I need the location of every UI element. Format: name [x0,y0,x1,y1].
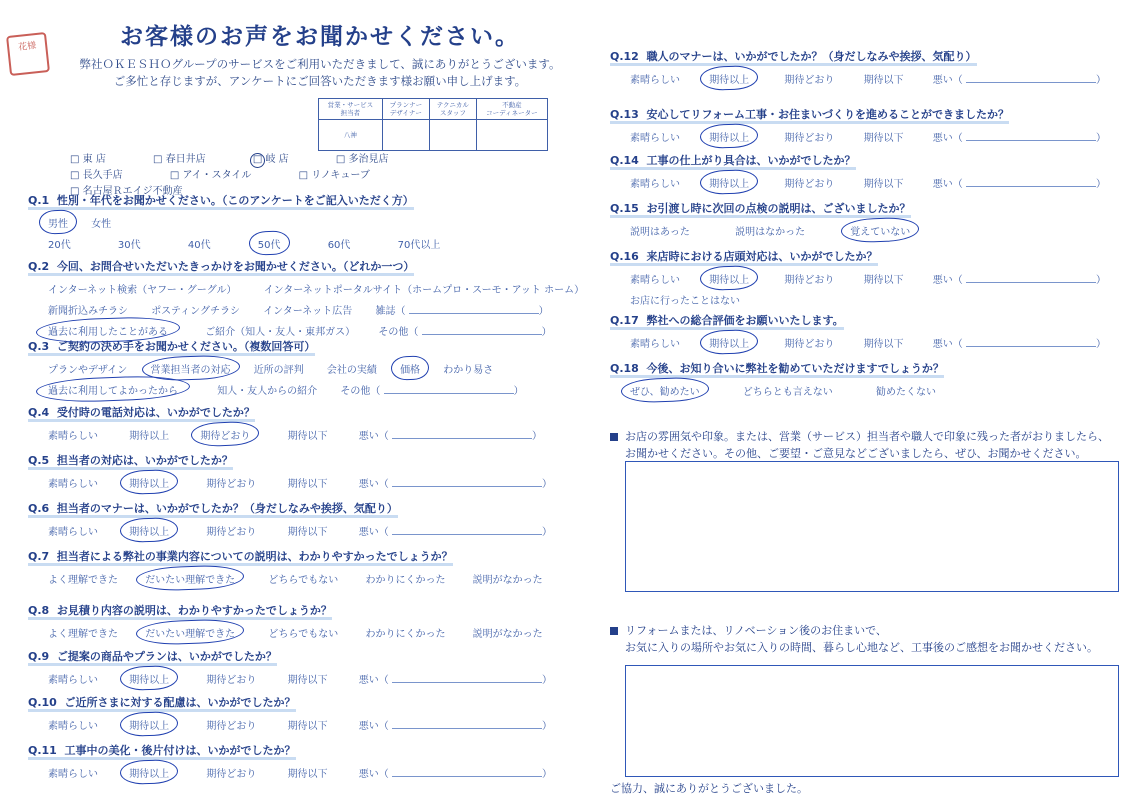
q14-option-below[interactable]: 期待以下 [863,179,904,190]
shop-option-5[interactable]: □ アイ・スタイル [169,170,252,181]
staff-table [318,98,548,151]
lead-paragraph [40,56,600,90]
q9-option-below[interactable]: 期待以下 [287,675,328,686]
q3-option-plan[interactable]: プランやデザイン [48,365,128,376]
q6-option-above[interactable]: 期待以上 [129,523,169,538]
staff-table-value-3[interactable] [476,120,547,151]
q17-bad-close: ） [1095,339,1106,350]
q16-option-above[interactable]: 期待以上 [709,271,749,286]
question-q14 [610,152,1106,190]
q13-bad-close: ） [1095,133,1106,144]
question-q1-row-0 [48,215,460,230]
q11-option-above[interactable]: 期待以上 [129,765,169,780]
question-q12-options [630,71,1106,86]
q13-option-bad[interactable]: 悪い（ [932,133,963,144]
q17-option-above[interactable]: 期待以上 [709,335,749,350]
question-q15 [610,200,930,238]
free-text-prompt-1-line-2: お聞かせください。その他、ご要望・ご意見などございましたら、ぜひ、お聞かせください。 [625,447,1087,460]
q2-option-repeat[interactable]: 過去に利用したことがある [48,323,168,338]
shop-option-2[interactable]: □ 岐 店 [253,154,311,165]
q16-option-bad[interactable]: 悪い（ [932,275,963,286]
q10-option-asexpected[interactable]: 期待どおり [206,721,257,732]
free-text-prompt-1 [610,428,1110,462]
q1-age-60[interactable]: 60代 [327,240,351,251]
staff-table-header-2: テクニカル スタッフ [429,99,476,120]
q2-option-newspaper[interactable]: 新聞折込みチラシ [48,306,128,317]
question-q1-row-1 [48,236,460,251]
page-title: お客様のお声をお聞かせください。 [120,24,520,50]
question-q2-row-1 [48,302,604,317]
question-q1-heading: Q.1 性別・年代をお聞かせください。（このアンケートをご記入いただく方） [28,192,414,208]
q2-option-referral[interactable]: ご紹介（知人・友人・東邦ガス） [205,327,356,338]
question-q11 [28,742,552,780]
q2-option-magazine[interactable]: 雑誌（ [375,306,406,317]
q12-option-asexpected[interactable]: 期待どおり [784,75,835,86]
q2-option-portal[interactable]: インターネットポータルサイト（ホームプロ・スーモ・アット ホーム） [263,285,585,296]
q1-option-female[interactable]: 女性 [91,219,112,230]
question-q3-row-0 [48,361,524,376]
q4-option-asexpected[interactable]: 期待どおり [200,427,250,442]
question-q13 [610,106,1106,144]
question-q6-options [48,523,552,538]
question-q13-heading: Q.13 安心してリフォーム工事・お住まいづくりを進めることができましたか？ [610,106,1009,122]
q8-option-mostly[interactable]: だいたい理解できた [145,625,235,640]
question-q1 [28,192,460,251]
q17-option-asexpected[interactable]: 期待どおり [784,339,835,350]
q1-age-30[interactable]: 30代 [117,240,141,251]
q18-option-neutral[interactable]: どちらとも言えない [742,387,833,398]
q2-option-netad[interactable]: インターネット広告 [263,306,353,317]
q2-magazine-close: ） [538,306,549,317]
question-q8-options [48,625,563,640]
q14-option-bad[interactable]: 悪い（ [932,179,963,190]
q6-option-excellent[interactable]: 素晴らしい [48,527,98,538]
question-q2-heading: Q.2 今回、お問合せいただいたきっかけをお聞かせください。（どれか一つ） [28,258,414,274]
question-q18 [610,360,956,398]
question-q13-options [630,129,1106,144]
q10-option-above[interactable]: 期待以上 [129,717,169,732]
question-q18-heading: Q.18 今後、お知り合いに弊社を勧めていただけますでしょうか？ [610,360,944,376]
q12-option-above[interactable]: 期待以上 [709,71,749,86]
q12-option-bad[interactable]: 悪い（ [932,75,963,86]
q3-other-close: ） [513,386,524,397]
free-text-prompt-2-line-1: リフォームまたは、リノベーション後のお住まいで、 [625,624,887,637]
q2-other-close: ） [541,327,552,338]
q18-option-recommend[interactable]: ぜひ、勧めたい [630,383,700,398]
q10-option-bad[interactable]: 悪い（ [358,721,389,732]
q1-option-male[interactable]: 男性 [48,215,68,230]
lead-line-2: ご多忙と存じますが、アンケートにご回答いただきます様お願い申し上げます。 [113,74,527,88]
question-q5-heading: Q.5 担当者の対応は、いかがでしたか？ [28,452,233,468]
question-q12 [610,48,1106,86]
question-q12-heading: Q.12 職人のマナーは、いかがでしたか？（身だしなみや挨拶、気配り） [610,48,977,64]
shop-option-0[interactable]: □ 東 店 [70,154,106,165]
q3-option-record[interactable]: 会社の実績 [326,365,377,376]
q12-option-excellent[interactable]: 素晴らしい [630,75,680,86]
staff-table-header-0: 営業・サービス 担当者 [319,99,383,120]
q14-option-asexpected[interactable]: 期待どおり [784,179,835,190]
q3-option-sales[interactable]: 営業担当者の対応 [151,361,231,376]
q13-option-above[interactable]: 期待以上 [709,129,749,144]
question-q15-heading: Q.15 お引渡し時に次回の点検の説明は、ございましたか？ [610,200,911,216]
shop-option-1[interactable]: □ 春日井店 [153,154,206,165]
q2-option-posting[interactable]: ポスティングチラシ [151,306,240,317]
q3-option-clarity[interactable]: わかり易さ [443,365,494,376]
q16-option-asexpected[interactable]: 期待どおり [784,275,835,286]
q12-option-below[interactable]: 期待以下 [863,75,904,86]
question-q5-options [48,475,552,490]
closing-note-text: ご協力、誠にありがとうございました。 [610,782,808,795]
q5-option-below[interactable]: 期待以下 [287,479,328,490]
q5-option-above[interactable]: 期待以上 [129,475,169,490]
lead-line-1: 弊社ＯＫＥＳＨＯグループのサービスをご利用いただきまして、誠にありがとうございます。 [79,57,561,71]
q16-option-never-visited[interactable]: お店に行ったことはない [630,296,740,307]
q8-option-none[interactable]: 説明がなかった [472,629,543,640]
q17-option-below[interactable]: 期待以下 [863,339,904,350]
q1-age-70plus[interactable]: 70代以上 [397,240,441,251]
q7-option-none[interactable]: 説明がなかった [472,575,543,586]
question-q3-heading: Q.3 ご契約の決め手をお聞かせください。（複数回答可） [28,338,315,354]
q9-option-excellent[interactable]: 素晴らしい [48,675,98,686]
q14-bad-close: ） [1095,179,1106,190]
question-q17-options [630,335,1106,350]
q1-age-40[interactable]: 40代 [187,240,211,251]
q5-option-excellent[interactable]: 素晴らしい [48,479,98,490]
q6-option-bad[interactable]: 悪い（ [358,527,389,538]
q13-option-below[interactable]: 期待以下 [863,133,904,144]
q12-bad-close: ） [1095,75,1106,86]
question-q16 [610,248,1106,307]
q6-bad-close: ） [541,527,552,538]
company-stamp: 花様 [6,32,50,76]
q9-option-above[interactable]: 期待以上 [129,671,169,686]
shop-option-3[interactable]: □ 多治見店 [335,154,389,165]
q9-option-asexpected[interactable]: 期待どおり [206,675,257,686]
q15-option-explained[interactable]: 説明はあった [630,227,690,238]
question-q6 [28,500,552,538]
question-q3 [28,338,524,397]
q13-option-asexpected[interactable]: 期待どおり [784,133,835,144]
question-q4 [28,404,542,442]
q13-option-excellent[interactable]: 素晴らしい [630,133,680,144]
q16-option-excellent[interactable]: 素晴らしい [630,275,680,286]
q11-option-excellent[interactable]: 素晴らしい [48,769,98,780]
q9-option-bad[interactable]: 悪い（ [358,675,389,686]
free-text-prompt-2 [610,622,1110,656]
question-q5 [28,452,552,490]
free-text-prompt-1-line-1: お店の雰囲気や印象。または、営業（サービス）担当者や職人で印象に残った者がおりましたら、 [625,430,1109,443]
question-q3-row-1 [48,382,524,397]
question-q6-heading: Q.6 担当者のマナーは、いかがでしたか？（身だしなみや挨拶、気配り） [28,500,398,516]
question-q7-options [48,571,563,586]
q14-option-excellent[interactable]: 素晴らしい [630,179,680,190]
question-q7 [28,548,563,586]
free-text-box-1[interactable] [625,461,1119,592]
staff-table-header-1: プランナー デザイナー [382,99,429,120]
question-q2-row-0 [48,281,604,296]
q15-option-not-explained[interactable]: 説明はなかった [735,227,806,238]
question-q9-options [48,671,552,686]
q5-bad-close: ） [541,479,552,490]
shop-option-6[interactable]: □ リノキューブ [298,170,370,181]
shop-option-4[interactable]: □ 長久手店 [70,170,123,181]
question-q14-heading: Q.14 工事の仕上がり具合は、いかがでしたか？ [610,152,856,168]
q8-option-neutral[interactable]: どちらでもない [268,629,339,640]
question-q11-heading: Q.11 工事中の美化・後片付けは、いかがでしたか？ [28,742,296,758]
bullet-square-icon [610,433,618,441]
q11-bad-close: ） [541,769,552,780]
q6-option-asexpected[interactable]: 期待どおり [206,527,257,538]
q10-option-excellent[interactable]: 素晴らしい [48,721,98,732]
q17-option-excellent[interactable]: 素晴らしい [630,339,680,350]
q2-option-search[interactable]: インターネット検索（ヤフー・グーグル） [48,285,237,296]
free-text-box-2[interactable] [625,665,1119,777]
q16-bad-close: ） [1095,275,1106,286]
question-q7-heading: Q.7 担当者による弊社の事業内容についての説明は、わかりやすかったでしょうか？ [28,548,453,564]
free-text-prompt-2-line-2: お気に入りの場所やお気に入りの時間、暮らし心地など、工事後のご感想をお聞かせください。 [625,641,1098,654]
question-q16-row-1 [630,292,1106,307]
question-q10-options [48,717,552,732]
q5-option-bad[interactable]: 悪い（ [358,479,389,490]
question-q8 [28,602,563,640]
q16-option-below[interactable]: 期待以下 [863,275,904,286]
q9-bad-close: ） [541,675,552,686]
bullet-square-icon-2 [610,627,618,635]
question-q4-options [48,427,542,442]
question-q9 [28,648,552,686]
q5-option-asexpected[interactable]: 期待どおり [206,479,257,490]
q3-option-other[interactable]: その他（ [340,386,381,397]
shop-option-7[interactable]: □ 名古屋Ｒエイジ不動産 [70,186,183,197]
q7-option-unclear[interactable]: わかりにくかった [365,575,446,586]
q7-option-neutral[interactable]: どちらでもない [268,575,339,586]
right-column [600,0,1135,801]
question-q2 [28,258,604,338]
question-q2-row-2 [48,323,604,338]
q3-option-price[interactable]: 価格 [400,361,420,376]
q7-option-mostly[interactable]: だいたい理解できた [145,571,235,586]
q4-option-above[interactable]: 期待以上 [129,431,170,442]
question-q16-row-0 [630,271,1106,286]
q4-option-bad[interactable]: 悪い（ [358,431,389,442]
q4-option-below[interactable]: 期待以下 [287,431,328,442]
question-q4-heading: Q.4 受付時の電話対応は、いかがでしたか？ [28,404,255,420]
q4-bad-close: ） [531,431,542,442]
q1-age-20[interactable]: 20代 [48,240,71,251]
q10-option-below[interactable]: 期待以下 [287,721,328,732]
question-q10 [28,694,552,732]
staff-table-value-1[interactable] [382,120,429,151]
q8-option-unclear[interactable]: わかりにくかった [365,629,446,640]
question-q8-heading: Q.8 お見積り内容の説明は、わかりやすかったでしょうか？ [28,602,332,618]
q11-option-asexpected[interactable]: 期待どおり [206,769,257,780]
q8-option-understood[interactable]: よく理解できた [48,629,118,640]
staff-table-header-3: 不動産 コーディネーター [476,99,547,120]
question-q14-options [630,175,1106,190]
q11-option-below[interactable]: 期待以下 [287,769,328,780]
closing-note [610,780,808,796]
question-q15-options [630,223,930,238]
question-q10-heading: Q.10 ご近所さまに対する配慮は、いかがでしたか？ [28,694,296,710]
q3-option-repeat[interactable]: 過去に利用してよかったから [48,382,178,397]
staff-table-value-2[interactable] [429,120,476,151]
q15-option-dont-remember[interactable]: 覚えていない [850,223,910,238]
q11-option-bad[interactable]: 悪い（ [358,769,389,780]
staff-table-value-0[interactable]: 八神 [319,120,383,151]
q2-option-other[interactable]: その他（ [378,327,419,338]
q7-option-understood[interactable]: よく理解できた [48,575,118,586]
question-q16-heading: Q.16 来店時における店頭対応は、いかがでしたか？ [610,248,878,264]
q3-option-reputation[interactable]: 近所の評判 [253,365,304,376]
question-q11-options [48,765,552,780]
q14-option-above[interactable]: 期待以上 [709,175,749,190]
q3-option-intro[interactable]: 知人・友人からの紹介 [217,386,318,397]
question-q9-heading: Q.9 ご提案の商品やプランは、いかがでしたか？ [28,648,277,664]
q10-bad-close: ） [541,721,552,732]
question-q18-options [630,383,956,398]
question-q17-heading: Q.17 弊社への総合評価をお願いいたします。 [610,312,844,328]
question-q17 [610,312,1106,350]
q18-option-not-recommend[interactable]: 勧めたくない [875,387,936,398]
q4-option-excellent[interactable]: 素晴らしい [48,431,98,442]
q1-age-50[interactable]: 50代 [258,236,281,251]
q6-option-below[interactable]: 期待以下 [287,527,328,538]
q17-option-bad[interactable]: 悪い（ [932,339,963,350]
